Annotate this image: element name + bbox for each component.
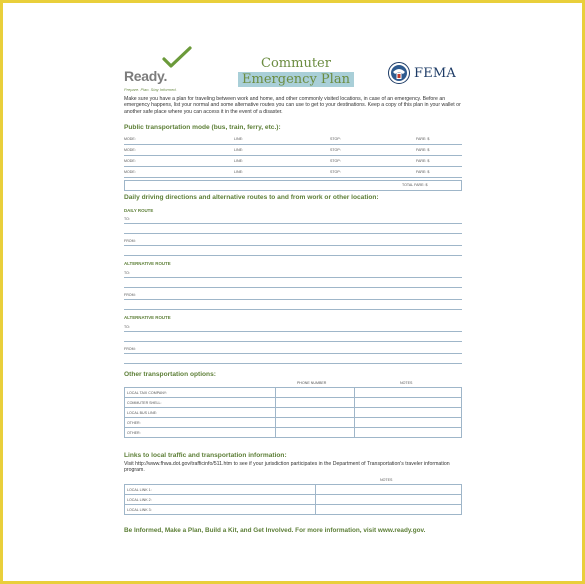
mode-field[interactable]: MODE: <box>124 148 136 152</box>
phone-cell[interactable] <box>276 388 355 398</box>
route-from-line[interactable] <box>124 299 462 300</box>
route-from-line-2[interactable] <box>124 255 462 256</box>
other-options-table <box>124 387 462 438</box>
fare-field[interactable]: FARE: $ <box>416 159 430 163</box>
stop-field[interactable]: STOP: <box>330 148 341 152</box>
notes-cell[interactable] <box>316 485 462 495</box>
table-row <box>125 495 462 505</box>
footer-text: Be Informed, Make a Plan, Build a Kit, and Get Involved. For more information, visit www.ready.gov. <box>124 527 426 534</box>
route-from-label: FROM: <box>124 293 136 297</box>
route-to-line-2[interactable] <box>124 287 462 288</box>
driving-directions-title: Daily driving directions and alternative routes to and from work or other location: <box>124 194 379 201</box>
phone-cell[interactable] <box>276 428 355 438</box>
title-line-2: Emergency Plan <box>238 72 354 87</box>
option-label: LOCAL TAXI COMPANY: <box>125 388 276 398</box>
intro-paragraph: Make sure you have a plan for traveling between work and home, and other commonly visited locations, in case of an emergency. Before an emergency happens, list your normal and some alternative routes you can use to get to your destinations. Keep a copy of this plan in your wallet or another safe place where you can access it in the event of a disaster. <box>124 96 461 115</box>
mode-field[interactable]: MODE: <box>124 137 136 141</box>
ready-tagline: Prepare. Plan. Stay Informed. <box>124 87 177 92</box>
total-fare-label: TOTAL FARE: $ <box>402 183 428 187</box>
total-fare-box[interactable] <box>124 180 462 191</box>
title-line-1: Commuter <box>261 56 331 71</box>
dhs-seal-icon <box>388 62 410 84</box>
other-options-title: Other transportation options: <box>124 371 216 378</box>
table-row <box>125 505 462 515</box>
local-links-table <box>124 484 462 515</box>
route-to-line[interactable] <box>124 223 462 224</box>
document-title <box>237 57 355 88</box>
option-label: LOCAL BUS LINE: <box>125 408 276 418</box>
stop-field[interactable]: STOP: <box>330 137 341 141</box>
route-from-line-2[interactable] <box>124 309 462 310</box>
stop-field[interactable]: STOP: <box>330 170 341 174</box>
route-to-label: TO: <box>124 271 130 275</box>
route-to-line[interactable] <box>124 277 462 278</box>
line-field[interactable]: LINE: <box>234 170 243 174</box>
fare-field[interactable]: FARE: $ <box>416 170 430 174</box>
route-to-line-2[interactable] <box>124 341 462 342</box>
table-row <box>125 398 462 408</box>
table-row <box>125 485 462 495</box>
mode-field[interactable]: MODE: <box>124 170 136 174</box>
notes-cell[interactable] <box>316 495 462 505</box>
route-heading: DAILY ROUTE <box>124 208 154 213</box>
notes-cell[interactable] <box>355 428 462 438</box>
ready-logo <box>124 46 204 90</box>
links-notes-header: NOTES <box>380 478 393 482</box>
links-title: Links to local traffic and transportation information: <box>124 452 287 459</box>
line-field[interactable]: LINE: <box>234 159 243 163</box>
option-label: COMMUTER SHELL: <box>125 398 276 408</box>
route-to-line[interactable] <box>124 331 462 332</box>
route-from-line[interactable] <box>124 353 462 354</box>
link-label[interactable]: LOCAL LINK 1: <box>125 485 316 495</box>
public-transport-row <box>124 136 462 145</box>
notes-header: NOTES <box>400 381 413 385</box>
notes-cell[interactable] <box>355 408 462 418</box>
line-field[interactable]: LINE: <box>234 148 243 152</box>
route-from-line-2[interactable] <box>124 363 462 364</box>
checkmark-icon <box>162 46 192 68</box>
route-to-line-2[interactable] <box>124 233 462 234</box>
public-transport-row <box>124 158 462 167</box>
table-row <box>125 408 462 418</box>
links-paragraph: Visit http://www.fhwa.dot.gov/trafficinfo/511.htm to see if your jurisdiction participates in the Department of Transportation's traveler information program. <box>124 461 450 474</box>
option-label: OTHER: <box>125 418 276 428</box>
fare-field[interactable]: FARE: $ <box>416 137 430 141</box>
public-transport-title: Public transportation mode (bus, train, ferry, etc.): <box>124 124 281 131</box>
link-label[interactable]: LOCAL LINK 3: <box>125 505 316 515</box>
notes-cell[interactable] <box>355 418 462 428</box>
fema-wordmark: FEMA <box>414 66 457 81</box>
phone-cell[interactable] <box>276 408 355 418</box>
route-heading: ALTERNATIVE ROUTE <box>124 261 171 266</box>
option-label: OTHER: <box>125 428 276 438</box>
route-to-label: TO: <box>124 325 130 329</box>
ready-wordmark: Ready. <box>124 68 168 84</box>
table-row <box>125 388 462 398</box>
route-heading: ALTERNATIVE ROUTE <box>124 315 171 320</box>
route-from-line[interactable] <box>124 245 462 246</box>
fare-field[interactable]: FARE: $ <box>416 148 430 152</box>
line-field[interactable]: LINE: <box>234 137 243 141</box>
public-transport-row <box>124 169 462 178</box>
link-label[interactable]: LOCAL LINK 2: <box>125 495 316 505</box>
notes-cell[interactable] <box>316 505 462 515</box>
mode-field[interactable]: MODE: <box>124 159 136 163</box>
table-row <box>125 428 462 438</box>
notes-cell[interactable] <box>355 388 462 398</box>
phone-cell[interactable] <box>276 418 355 428</box>
table-row <box>125 418 462 428</box>
route-from-label: FROM: <box>124 347 136 351</box>
phone-cell[interactable] <box>276 398 355 408</box>
route-to-label: TO: <box>124 217 130 221</box>
stop-field[interactable]: STOP: <box>330 159 341 163</box>
public-transport-row <box>124 147 462 156</box>
notes-cell[interactable] <box>355 398 462 408</box>
route-from-label: FROM: <box>124 239 136 243</box>
phone-number-header: PHONE NUMBER <box>297 381 327 385</box>
